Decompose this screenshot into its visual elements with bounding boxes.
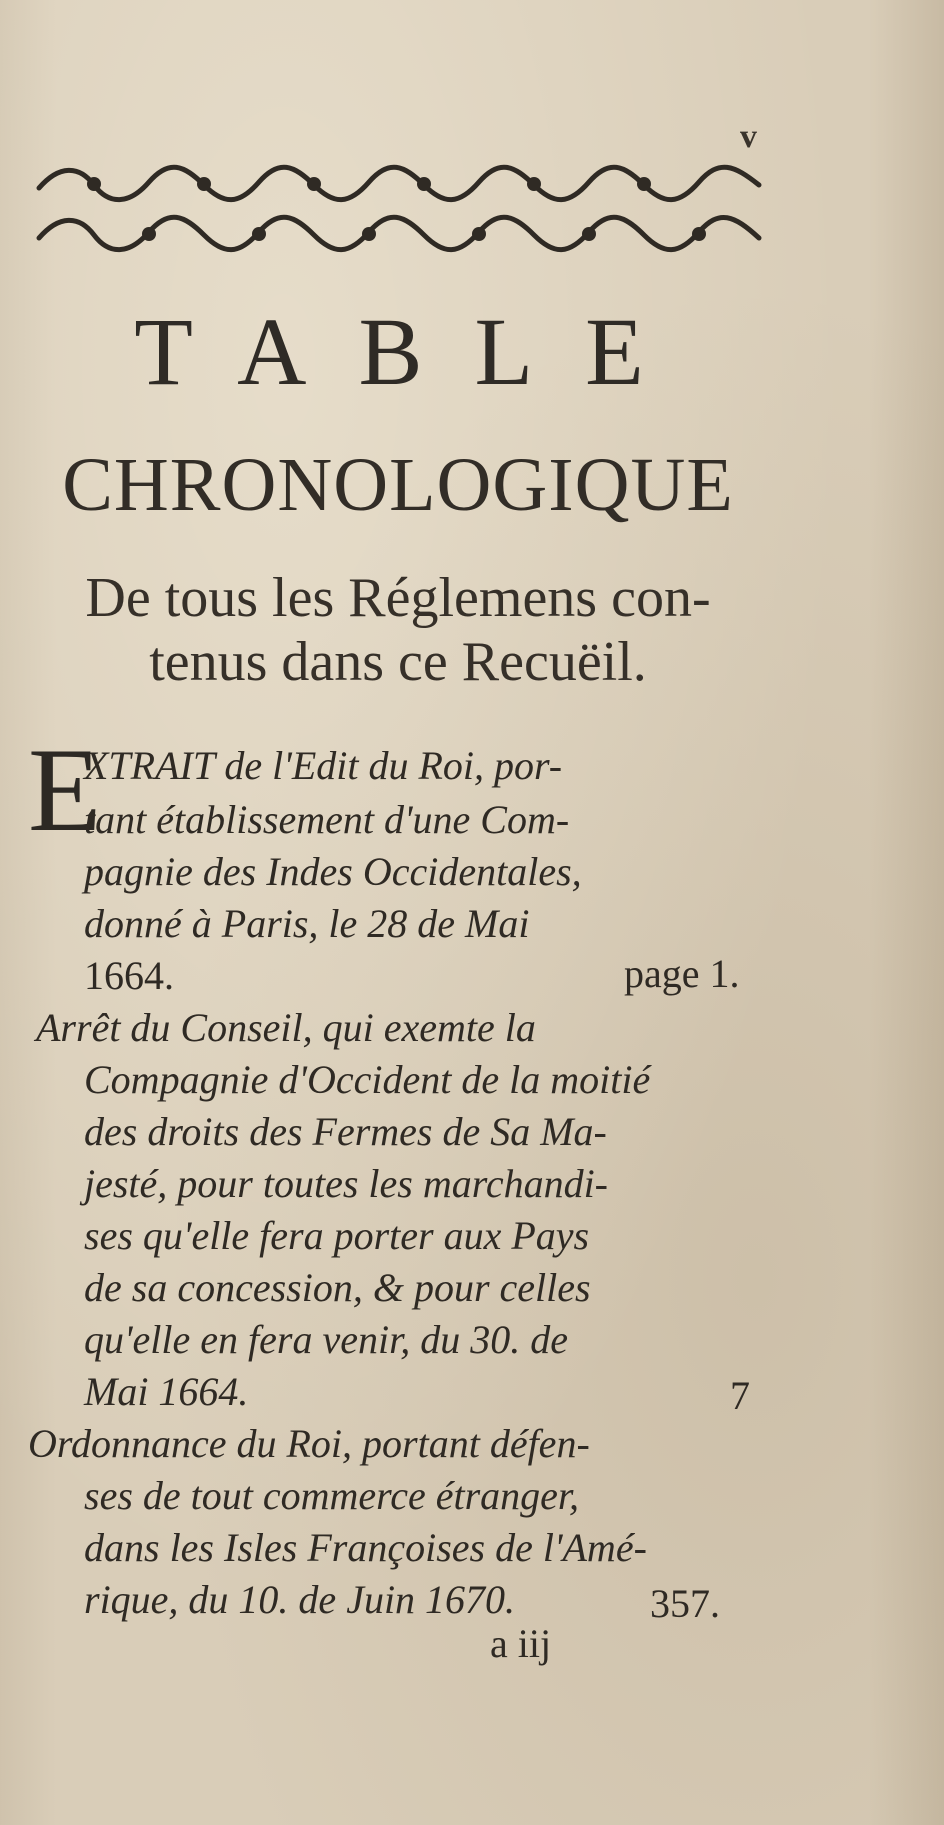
entry-2-line-1: Arrêt du Conseil, qui exemte la <box>36 1005 536 1050</box>
footer-mark: a iij <box>490 1621 552 1666</box>
page-subtitle: CHRONOLOGIQUE <box>62 443 734 527</box>
entry-1-line-2: tant établissement d'une Com- <box>84 797 570 842</box>
entry-2-page: 7 <box>730 1373 750 1418</box>
entry-1-page: page 1. <box>624 951 740 996</box>
drop-cap: E <box>28 723 102 856</box>
entry-3-line-4: rique, du 10. de Juin 1670. <box>84 1577 516 1622</box>
entry-1-line-1: XTRAIT de l'Edit du Roi, por- <box>84 743 563 788</box>
entry-2-line-8: Mai 1664. <box>84 1369 249 1414</box>
entry-2-line-2: Compagnie d'Occident de la moitié <box>84 1057 651 1102</box>
entry-2-line-6: de sa concession, & pour celles <box>84 1265 591 1310</box>
entry-3-page: 357. <box>650 1581 720 1626</box>
entry-2-line-5: ses qu'elle fera porter aux Pays <box>84 1213 590 1258</box>
entry-1-line-5: 1664. <box>84 953 174 998</box>
subtitle-line-2: tenus dans ce Recuëil. <box>149 631 647 693</box>
entry-2-line-7: qu'elle en fera venir, du 30. de <box>84 1317 568 1362</box>
subtitle-line-1: De tous les Réglemens con- <box>85 567 711 629</box>
page-title: TABLE <box>134 298 696 405</box>
signature-mark: v <box>740 118 757 155</box>
entry-1-line-4: donné à Paris, le 28 de Mai <box>84 901 530 946</box>
entry-2-line-4: jesté, pour toutes les marchandi- <box>84 1161 609 1206</box>
entry-3-line-3: dans les Isles Françoises de l'Amé- <box>84 1525 647 1570</box>
entry-2-line-3: des droits des Fermes de Sa Ma- <box>84 1109 607 1154</box>
ornament-band-icon <box>34 160 764 260</box>
entry-1-line-3: pagnie des Indes Occidentales, <box>84 849 582 894</box>
entry-3-line-2: ses de tout commerce étranger, <box>84 1473 580 1518</box>
entry-3-line-1: Ordonnance du Roi, portant défen- <box>28 1421 590 1466</box>
